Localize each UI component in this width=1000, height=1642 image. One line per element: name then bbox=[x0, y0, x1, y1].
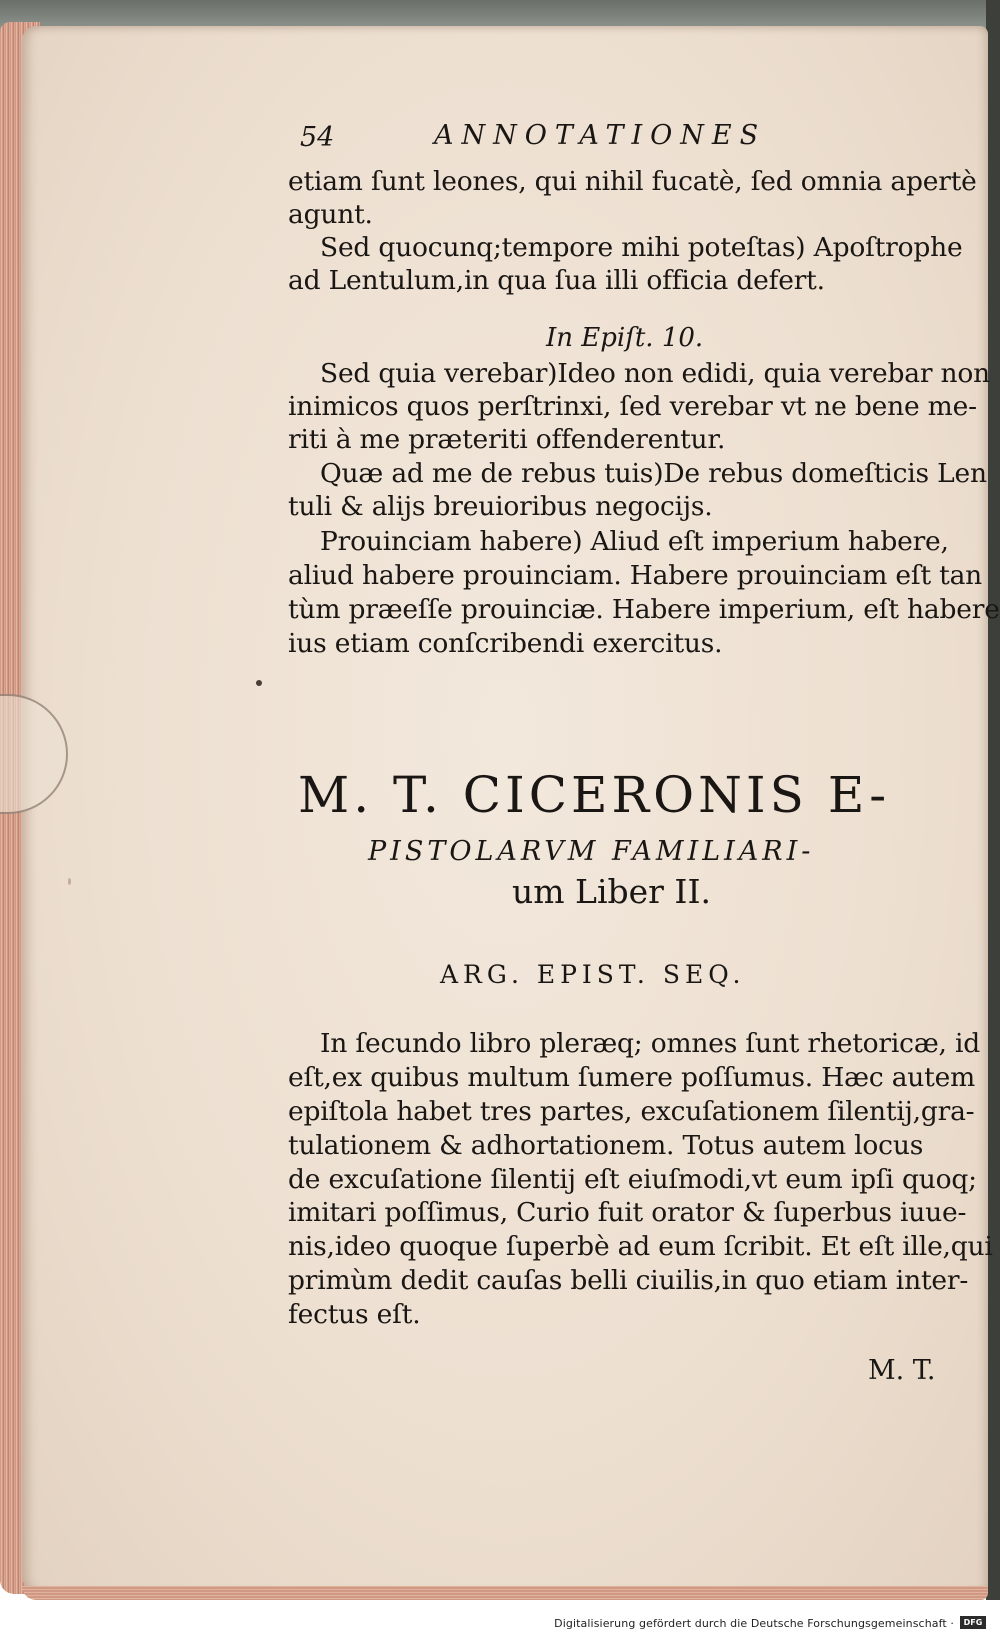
section-heading: In Epiſt. 10. bbox=[546, 323, 704, 353]
running-head-title: ANNOTATIONES bbox=[434, 120, 767, 151]
ink-spot bbox=[256, 680, 262, 686]
text-line: tùm præeſſe prouinciæ. Habere imperium, eſt habere bbox=[288, 594, 1000, 625]
book-bottom-edge bbox=[22, 1586, 988, 1600]
text-line: imitari poſſimus, Curio fuit orator & ſuperbus iuue- bbox=[288, 1197, 967, 1228]
book-title-line-2: PISTOLARVM FAMILIARI- bbox=[368, 836, 815, 867]
text-line: Sed quia verebar)Ideo non edidi, quia verebar non bbox=[320, 358, 991, 389]
dfg-logo: DFG bbox=[960, 1616, 986, 1629]
scanner-background-right bbox=[986, 0, 1000, 1600]
text-line: Sed quocunq;tempore mihi poteſtas) Apoſtrophe bbox=[320, 232, 963, 263]
book-title-line-1: M. T. CICERONIS E- bbox=[298, 766, 891, 824]
text-line: Prouinciam habere) Aliud eſt imperium habere, bbox=[320, 526, 949, 557]
text-line: nis,ideo quoque ſuperbè ad eum ſcribit. Et eſt ille,qui bbox=[288, 1231, 993, 1262]
catchword: M. T. bbox=[868, 1355, 936, 1386]
text-line: primùm dedit cauſas belli ciuilis,in quo etiam inter- bbox=[288, 1265, 969, 1296]
text-line: agunt. bbox=[288, 199, 373, 230]
text-line: riti à me præteriti offenderentur. bbox=[288, 424, 726, 455]
text-line: aliud habere prouinciam. Habere prouinciam eſt tan bbox=[288, 560, 983, 591]
text-line: inimicos quos perſtrinxi, ſed verebar vt ne bene me- bbox=[288, 391, 977, 422]
text-line: etiam ſunt leones, qui nihil fucatè, ſed omnia apertè bbox=[288, 166, 977, 197]
book-title-line-3: um Liber II. bbox=[512, 872, 711, 911]
text-line: ius etiam conſcribendi exercitus. bbox=[288, 628, 723, 659]
text-line: epiſtola habet tres partes, excuſationem ſilentij,gra- bbox=[288, 1096, 975, 1127]
footer-credit: Digitalisierung gefördert durch die Deutsche Forschungsgemeinschaft · bbox=[554, 1617, 954, 1630]
text-line: In ſecundo libro pleræq; omnes ſunt rhetoricæ, id bbox=[320, 1028, 981, 1059]
text-line: eſt,ex quibus multum ſumere poſſumus. Hæc autem bbox=[288, 1062, 976, 1093]
text-line: fectus eſt. bbox=[288, 1299, 421, 1330]
page-number: 54 bbox=[300, 122, 335, 153]
text-line: de excuſatione ſilentij eſt eiuſmodi,vt eum ipſi quoq; bbox=[288, 1164, 977, 1195]
ink-spot bbox=[68, 878, 71, 885]
text-line: tuli & alijs breuioribus negocijs. bbox=[288, 491, 713, 522]
text-line: tulationem & adhortationem. Totus autem locus bbox=[288, 1130, 924, 1161]
text-line: ad Lentulum,in qua ſua illi officia defert. bbox=[288, 265, 825, 296]
text-line: Quæ ad me de rebus tuis)De rebus domeſticis Len bbox=[320, 458, 987, 489]
argument-heading: ARG. EPIST. SEQ. bbox=[440, 960, 746, 989]
